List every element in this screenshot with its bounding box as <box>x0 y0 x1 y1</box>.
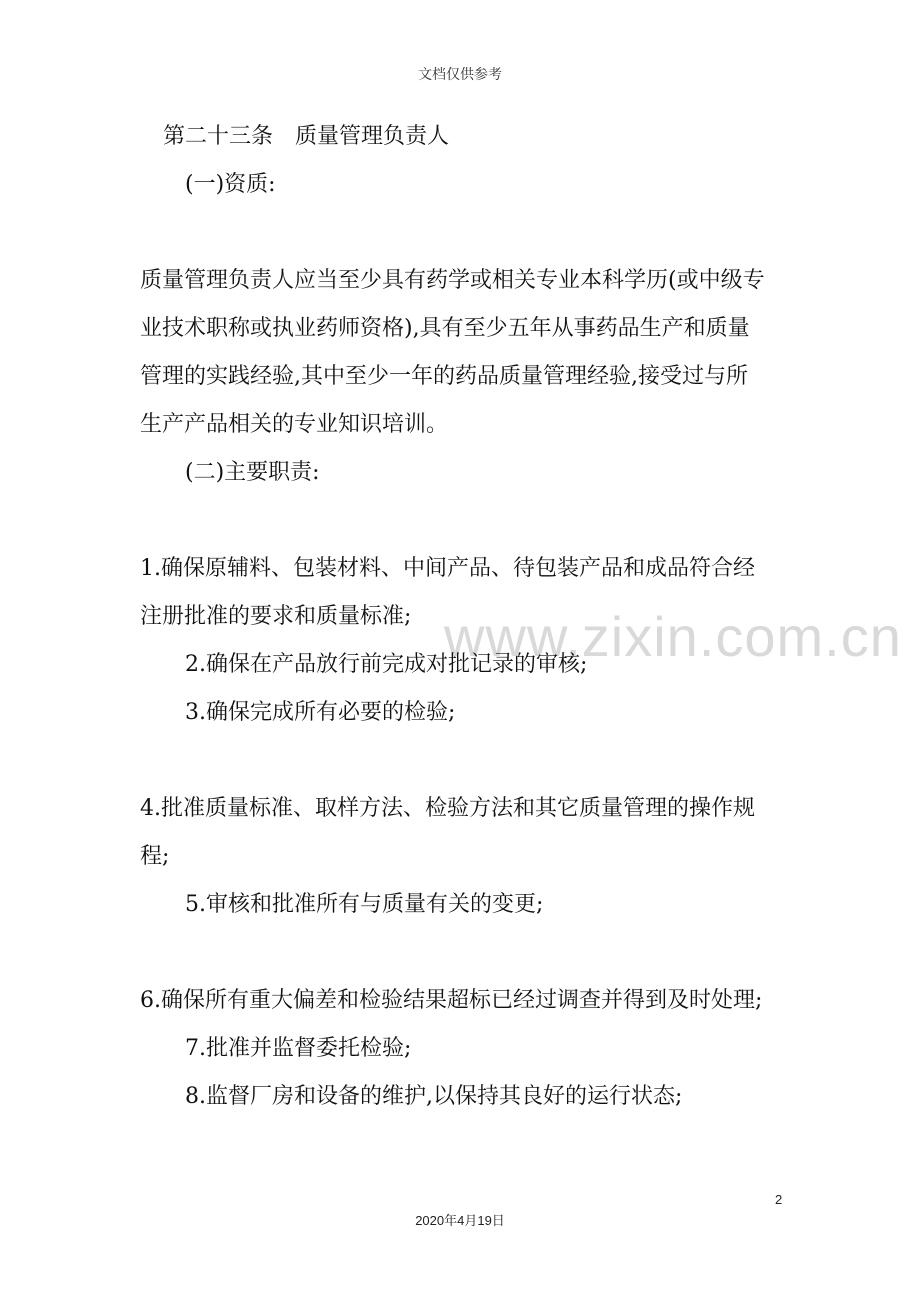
paragraph-line: 质量管理负责人应当至少具有药学或相关专业本科学历(或中级专 <box>140 268 765 293</box>
duty-item: 程; <box>140 844 170 869</box>
duty-item: 1.确保原辅料、包装材料、中间产品、待包装产品和成品符合经 <box>140 556 755 581</box>
duty-item: 7.批准并监督委托检验; <box>185 1036 412 1061</box>
footer-date: 2020年4月19日 <box>415 1213 505 1228</box>
section-heading-qualification: (一)资质: <box>185 172 276 197</box>
duty-item: 注册批准的要求和质量标准; <box>140 604 412 629</box>
watermark: www.zixin.com.cn <box>444 605 902 668</box>
page-number: 2 <box>775 1192 783 1207</box>
page-header: 文档仅供参考 <box>418 67 502 83</box>
paragraph-line: 业技术职称或执业药师资格),具有至少五年从事药品生产和质量 <box>140 316 750 341</box>
duty-item: 4.批准质量标准、取样方法、检验方法和其它质量管理的操作规 <box>140 796 755 821</box>
paragraph-line: 管理的实践经验,其中至少一年的药品质量管理经验,接受过与所 <box>140 364 748 389</box>
paragraph-line: 生产产品相关的专业知识培训。 <box>140 412 449 437</box>
duty-item: 2.确保在产品放行前完成对批记录的审核; <box>185 652 588 677</box>
article-heading: 第二十三条 质量管理负责人 <box>163 124 450 149</box>
duty-item: 6.确保所有重大偏差和检验结果超标已经过调查并得到及时处理; <box>140 988 763 1013</box>
duty-item: 3.确保完成所有必要的检验; <box>185 700 456 725</box>
duty-item: 5.审核和批准所有与质量有关的变更; <box>185 892 544 917</box>
section-heading-duties: (二)主要职责: <box>185 460 320 485</box>
duty-item: 8.监督厂房和设备的维护,以保持其良好的运行状态; <box>185 1084 683 1109</box>
